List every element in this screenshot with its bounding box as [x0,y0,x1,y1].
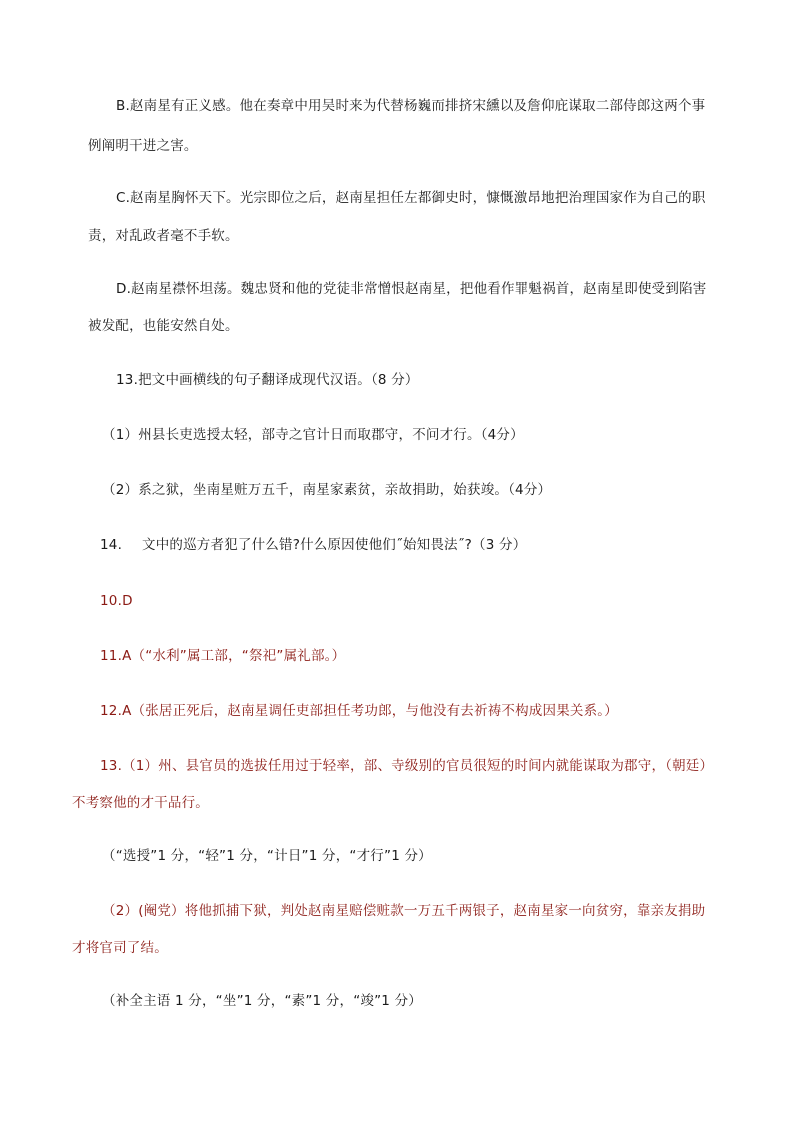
answer-10: 10.D [100,593,133,609]
question-13-part-1: （1）州县长吏选授太轻，部寺之官计日而取郡守，不问才行。（4分） [102,427,524,443]
answer-11: 11.A（“水利”属工部，“祭祀”属礼部。） [100,648,346,664]
option-b-line-2: 例阐明干进之害。 [88,138,198,154]
answer-13-part-2-line-2: 才将官司了结。 [72,940,168,956]
option-d-line-1: D.赵南星襟怀坦荡。魏忠贤和他的党徒非常憎恨赵南星，把他看作罪魁祸首，赵南星即使受到陷害 [116,281,707,297]
question-13: 13.把文中画横线的句子翻译成现代汉语。（8 分） [116,372,419,388]
option-d-line-2: 被发配，也能安然自处。 [88,318,239,334]
option-c-line-2: 责，对乱政者毫不手软。 [88,228,239,244]
answer-13-part-1-scoring: （“选授”1 分，“轻”1 分，“计日”1 分，“才行”1 分） [102,848,432,864]
answer-13-part-1-line-1: 13.（1）州、县官员的选拔任用过于轻率，部、寺级别的官员很短的时间内就能谋取为郡守，（朝廷） [100,758,714,774]
answer-13-part-2-line-1: （2）(阉党）将他抓捕下狱，判处赵南星赔偿赃款一万五千两银子，赵南星家一向贫穷，靠亲友捐助 [102,903,706,919]
answer-13-part-2-scoring: （补全主语 1 分，“坐”1 分，“素”1 分，“竣”1 分） [102,993,422,1009]
question-13-part-2: （2）系之狱，坐南星赃万五千，南星家素贫，亲故捐助，始获竣。（4分） [102,482,552,498]
option-b-line-1: B.赵南星有正义感。他在奏章中用吴时来为代替杨巍而排挤宋纁以及詹仰庇谋取二部侍郎这两个事 [116,98,706,114]
answer-12: 12.A（张居正死后，赵南星调任吏部担任考功郎，与他没有去祈祷不构成因果关系。） [100,703,618,719]
option-c-line-1: C.赵南星胸怀天下。光宗即位之后，赵南星担任左都御史时，慷慨激昂地把治理国家作为自己的职 [116,190,706,206]
question-14-text: 文中的巡方者犯了什么错?什么原因使他们˝始知畏法˝?（3 分） [142,537,527,553]
question-14-number: 14. [100,537,123,553]
answer-13-part-1-line-2: 不考察他的才干品行。 [72,795,209,811]
